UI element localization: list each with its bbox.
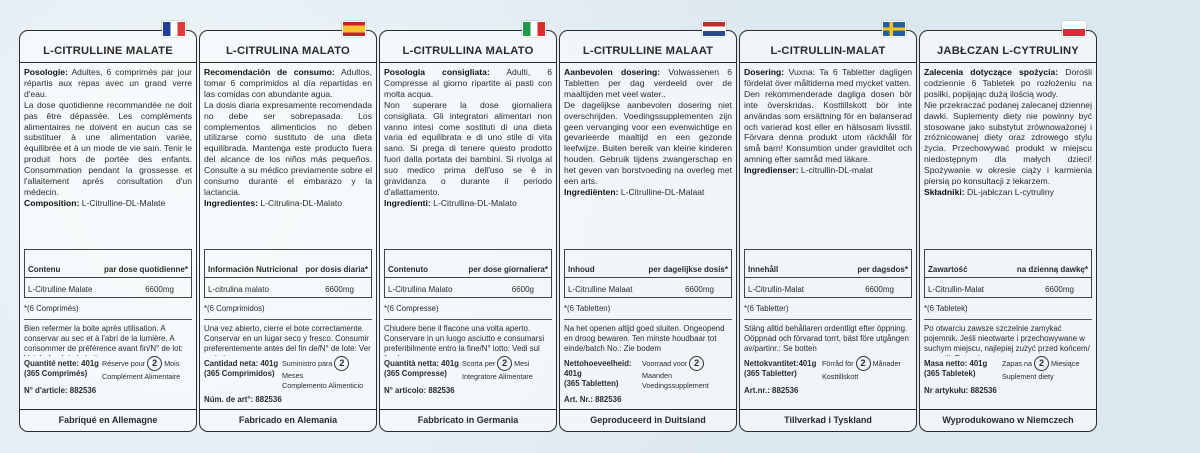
dosage-text: Adulti, 6 Compresse al giorno ripartite ai pasti con molta acqua. — [384, 67, 552, 99]
dosage-label: Posologie: — [24, 67, 68, 77]
panel-dutch — [559, 30, 737, 432]
net-quantity: Quantità netta: 401g — [384, 358, 459, 368]
divider — [24, 319, 192, 320]
article-number: Art. Nr.: 882536 — [564, 395, 622, 405]
dosage-label: Zalecenia dotyczące spożycia: — [924, 67, 1059, 77]
table-header-content: Innehåll — [748, 264, 779, 274]
supply-unit: Miesiące — [1050, 358, 1080, 368]
dosage-label: Aanbevolen dosering: — [564, 67, 661, 77]
body-text: Nie przekraczać podanej zalecanej dziennej dawki. Suplementy diety nie powinny być stosowane jako substytut zrównoważonej i zróżnicowanej diety oraz zdrowego stylu życia. Przechowywać produkt w miejscu niedostępnym dla małych dzieci! Spożywanie w okresie ciąży i karmienia piersią po konsultacji z lekarzem. — [924, 99, 1092, 187]
article-number: N° d'article: 882536 — [24, 386, 97, 396]
made-in: Geproduceerd in Duitsland — [560, 409, 736, 431]
product-title: L-CITRULLINE MALATE — [43, 45, 173, 57]
dosage-label: Posologia consigliata: — [384, 67, 490, 77]
dosage-text: Dorośli codziennie 6 Tabletek po rozłożeniu na posiłki, popijając dużą ilością wody. — [924, 67, 1092, 99]
dose-note: *(6 Tabletek) — [924, 304, 968, 313]
divider — [204, 319, 372, 320]
table-cell-name: L-Citrulline Malate — [28, 284, 93, 294]
table-header-content: Contenuto — [388, 264, 428, 274]
table-cell-value: 6600mg — [145, 284, 174, 294]
nutrition-table — [744, 249, 912, 298]
body-text: La dosis diaria expresamente recomendada no debe ser sobrepasada. Los complementos alimenticios no deben utilizarse como sustituto de una dieta equilibrada. Mantenga este producto fuera del alcance de los niños más pequeños. Consulte a su médico previamente sobre el consumo durante el embarazo y la lactancia. — [204, 99, 372, 197]
made-in: Fabbricato in Germania — [380, 409, 556, 431]
divider — [380, 62, 556, 63]
made-in: Fabricado en Alemania — [200, 409, 376, 431]
ingredients-label: Composition: — [24, 197, 80, 208]
storage-text: Bien refermer la boite après utilisation. A conservar au sec et à l'abri de la lumière. A consommer de préférence avant fin/N° de lot: — [24, 323, 183, 353]
flag-sweden-icon — [882, 21, 906, 37]
flag-poland-icon — [1062, 21, 1086, 37]
quantity-block — [564, 359, 732, 390]
description — [24, 67, 192, 247]
supply-unit: Meses — [282, 370, 304, 380]
quantity-block — [384, 359, 552, 381]
dosage-label: Recomendación de consumo: — [204, 67, 335, 77]
supply-months-icon: 2 — [334, 356, 349, 371]
table-cell-name: L-citrulina malato — [208, 284, 269, 294]
table-cell-value: 6600mg — [1045, 284, 1074, 294]
table-cell-value: 6600mg — [865, 284, 894, 294]
article-number: N° articolo: 882536 — [384, 386, 455, 396]
article-number: Art.nr.: 882536 — [744, 386, 799, 396]
dosage-text: Vuxna: Ta 6 Tabletter dagligen fördelat över måltiderna med mycket vatten. — [744, 67, 912, 88]
supply-unit: Mois — [164, 358, 180, 368]
quantity-block — [744, 359, 912, 381]
divider — [384, 319, 552, 320]
storage-text: Po otwarciu zawsze szczelnie zamykać pojemnik. Jeśli nieotwarte i przechowywane w suchym miejscu, najlepiej zużyć przed końcem/ — [924, 323, 1090, 353]
table-cell-value: 6600mg — [325, 284, 354, 294]
dose-note: *(6 Comprimidos) — [204, 304, 265, 313]
ingredients-label: Ingredienti: — [384, 197, 431, 208]
dosage-label: Dosering: — [744, 67, 785, 77]
table-cell-value: 6600g — [511, 284, 534, 294]
tablet-count: (365 Comprimidos) — [204, 368, 275, 378]
dosage-text: Volwassenen 6 Tabletten per dag verdeeld over de maaltijden met veel water.. — [564, 67, 732, 99]
table-header-content: Zawartość — [928, 264, 968, 274]
table-header-dose: per dagelijkse dosis* — [648, 264, 728, 274]
table-cell-name: L-Citrullin-Malat — [748, 284, 805, 294]
net-quantity: Cantidad neta: 401g — [204, 358, 279, 368]
description — [204, 67, 372, 247]
tablet-count: (365 Tabletek) — [924, 368, 976, 378]
supplement-type: Complemento Alimenticio — [282, 381, 364, 391]
product-title: L-CITRULLIN-MALAT — [770, 45, 886, 57]
quantity-block — [24, 359, 192, 381]
flag-france-icon — [162, 21, 186, 37]
table-cell-name: L-Citrulline Malaat — [568, 284, 633, 294]
panel-polish — [919, 30, 1097, 432]
supplement-type: Suplement diety — [1002, 371, 1054, 381]
net-quantity: Quantité nette: 401g — [24, 358, 99, 368]
ingredients-label: Ingrediënten: — [564, 186, 619, 197]
storage-text: Una vez abierto, cierre el bote correctamente. Conservar en un lugar seco y fresco. Consumir preferentemente antes del fin de/N° de lote: Ver — [204, 323, 371, 353]
body-text: Non superare la dose giornaliera consigliata. Gli integratori alimentari non vanno intesi come sostituti di una dieta varia ed equilibrata e di uno stile di vita sano. Si prega di tenere questo prodotto fuori dalla portata dei bambini. Si rivolga al suo medico prima dell'uso se è in gravidanza o durante il periodo d'allattamento. — [384, 99, 552, 197]
ingredients-text: DL-jabłczan L-cytruliny — [964, 186, 1054, 197]
nutrition-table — [204, 249, 372, 298]
table-header-dose: per dose giornaliera* — [468, 264, 548, 274]
product-title: L-CITRULLINE MALAAT — [582, 45, 714, 57]
nutrition-table — [924, 249, 1092, 298]
tablet-count: (365 Tabletten) — [564, 378, 619, 388]
table-header-dose: par dose quotidienne* — [103, 264, 188, 274]
dose-note: *(6 Tabletten) — [564, 304, 611, 313]
supply-label: Réserve pour — [102, 358, 146, 368]
product-title: JABŁCZAN L-CYTRULINY — [937, 45, 1079, 57]
nutrition-table — [384, 249, 552, 298]
article-number: Nr artykułu: 882536 — [924, 386, 997, 396]
table-header-dose: por dosis diaria* — [305, 264, 368, 274]
supplement-type: Complément Alimentaire — [102, 371, 181, 381]
made-in: Fabriqué en Allemagne — [20, 409, 196, 431]
panel-swedish — [739, 30, 917, 432]
article-number: Núm. de art°: 882536 — [204, 395, 282, 405]
ingredients-text: L-Citrulline-DL-Malate — [79, 197, 166, 208]
quantity-block — [924, 359, 1092, 381]
table-cell-name: L-Citrullina Malato — [388, 284, 453, 294]
panel-spanish — [199, 30, 377, 432]
table-header-content: Contenu — [28, 264, 61, 274]
ingredients-text: L-Citrullina-DL-Malato — [430, 197, 517, 208]
dose-note: *(6 Tabletter) — [744, 304, 789, 313]
table-cell-name: L-Citrullin-Malat — [928, 284, 985, 294]
description — [924, 67, 1092, 247]
flag-netherlands-icon — [702, 21, 726, 37]
flag-spain-icon — [342, 21, 366, 37]
table-header-content: Información Nutricional — [208, 264, 298, 274]
ingredients-label: Składniki: — [924, 186, 965, 197]
ingredients-text: L-Citrulina-DL-Malato — [257, 197, 343, 208]
net-quantity: Nettohoeveelheid: 401g — [564, 358, 632, 378]
supply-months-icon: 2 — [856, 356, 871, 371]
supply-unit: Månader — [872, 358, 901, 368]
panel-french — [19, 30, 197, 432]
net-quantity: Masa netto: 401g — [924, 358, 988, 368]
divider — [740, 62, 916, 63]
body-text: De dagelijkse aanbevolen dosering niet overschrijden. Voedingssupplementen zijn geen vervanging voor een evenwichtige en gevarieerde maaltijd en een gezonde leefwijze. Buiten bereik van kleine kinderen houden. Gebruik tijdens zwangerschap en het geven van borstvoeding na overleg met een arts. — [564, 99, 732, 187]
dose-note: *(6 Compresse) — [384, 304, 439, 313]
nutrition-table — [564, 249, 732, 298]
supply-unit: Maanden — [642, 370, 672, 380]
supply-label: Zapas na — [1002, 358, 1032, 368]
dosage-text: Adultes, 6 comprimés par jour répartis aux repas avec un grand verre d'eau. — [24, 67, 192, 99]
table-cell-value: 6600mg — [685, 284, 714, 294]
supplement-type: Voedingssupplement — [642, 381, 709, 391]
product-title: L-CITRULINA MALATO — [226, 45, 350, 57]
table-header-dose: na dzienną dawkę* — [1016, 264, 1088, 274]
made-in: Tillverkad i Tyskland — [740, 409, 916, 431]
description — [564, 67, 732, 247]
supply-label: Scorta per — [462, 358, 496, 368]
supply-label: Voorraad voor — [642, 358, 688, 368]
body-text: La dose quotidienne recommandée ne doit pas être dépassée. Les compléments alimentaires ne doivent en aucun cas se substituer à une alimentation variée, équilibrée et à un mode de vie sain. Tenir le produit hors de portée des enfants. Consommation pendant la grossesse et l'allaitement après consultation d'un médecin. — [24, 99, 192, 197]
storage-text: Chiudere bene il flacone una volta aperto. Conservare in un luogo asciutto e consumarsi preferibilmente entro la fine/N° lotto: Vedi sul — [384, 323, 545, 353]
table-header-dose: per dagsdos* — [857, 264, 908, 274]
supply-months-icon: 2 — [147, 356, 162, 371]
supply-months-icon: 2 — [689, 356, 704, 371]
divider — [560, 62, 736, 63]
supply-label: Suministro para — [282, 358, 333, 368]
supplement-type: Integratore Alimentare — [462, 371, 533, 381]
divider — [564, 319, 732, 320]
ingredients-label: Ingredienser: — [744, 165, 799, 176]
label-panels — [19, 30, 1097, 432]
supply-unit: Mesi — [514, 358, 530, 368]
supply-label: Förråd för — [822, 358, 854, 368]
description — [744, 67, 912, 247]
quantity-block — [204, 359, 372, 390]
ingredients-text: L-Citrulline-DL-Malaat — [618, 186, 705, 197]
supply-months-icon: 2 — [497, 356, 512, 371]
supplement-type: Kosttillskott — [822, 371, 859, 381]
supply-months-icon: 2 — [1034, 356, 1049, 371]
divider — [920, 62, 1096, 63]
table-header-content: Inhoud — [568, 264, 595, 274]
description — [384, 67, 552, 247]
tablet-count: (365 Compresse) — [384, 368, 447, 378]
product-title: L-CITRULLINA MALATO — [402, 45, 534, 57]
tablet-count: (365 Tabletter) — [744, 368, 797, 378]
dosage-text: Adultos, tomar 6 comprimidos al día repartidas en las comidas con abundante agua. — [204, 67, 372, 99]
divider — [200, 62, 376, 63]
panel-italian — [379, 30, 557, 432]
divider — [924, 319, 1092, 320]
storage-text: Stäng alltid behållaren ordentligt efter öppning. Oöppnad och förvarad torrt, bäst före utgången av/partinr.: Se botten — [744, 323, 909, 353]
nutrition-table — [24, 249, 192, 298]
tablet-count: (365 Comprimés) — [24, 368, 88, 378]
flag-italy-icon — [522, 21, 546, 37]
divider — [744, 319, 912, 320]
dose-note: *(6 Comprimés) — [24, 304, 79, 313]
net-quantity: Nettokvantitet:401g — [744, 358, 817, 368]
ingredients-label: Ingredientes: — [204, 197, 258, 208]
ingredients-text: L-citrullin-DL-malat — [798, 165, 873, 176]
storage-text: Na het openen altijd goed sluiten. Ongeopend en droog bewaren. Ten minste houdbaar tot einde/batch No.: Zie bodem — [564, 323, 725, 353]
body-text: Den rekommenderade dagliga dosen bör inte överskridas. Kosttillskott bör inte användas som ersättning för en balanserad och varierad kost eller en hälsosam livsstil. Förvara denna produkt utom räckhåll för små barn! Konsumtion under graviditet och amning efter samråd med läkare. — [744, 88, 912, 165]
divider — [20, 62, 196, 63]
made-in: Wyprodukowano w Niemczech — [920, 409, 1096, 431]
